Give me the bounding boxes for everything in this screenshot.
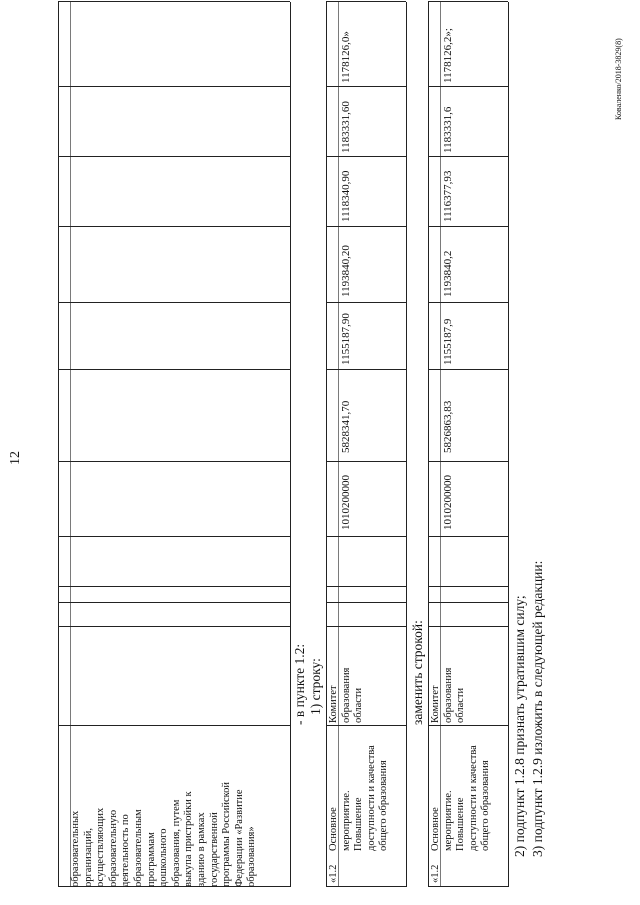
col-sep (428, 536, 508, 537)
col-sep (58, 369, 290, 370)
table-border (428, 2, 429, 887)
row-year-5: 1178126,0» (340, 31, 352, 83)
col-sep (428, 369, 508, 370)
col-sep (326, 586, 406, 587)
row-year-2: 1193840,2 (442, 250, 454, 297)
col-sep (428, 156, 508, 157)
col-sep (428, 626, 508, 627)
row-executor: Комитет образования области (430, 667, 467, 723)
row-code: 1010200000 (340, 475, 352, 530)
row-name: Основное мероприятие. Повышение доступности и качества общего образования (430, 745, 492, 851)
table-border (406, 2, 407, 887)
row-year-5: 1178126,2»; (442, 28, 454, 83)
col-sep (58, 725, 290, 726)
col-sep (58, 461, 290, 462)
col-sep (326, 226, 406, 227)
instruction-item2: 2) подпункт 1.2.8 признать утратившим силу; (512, 595, 527, 857)
col-sep (326, 602, 406, 603)
row-number: «1.2 (430, 864, 441, 883)
col-sep (428, 586, 508, 587)
col-sep (326, 86, 406, 87)
col-sep (326, 302, 406, 303)
col-sep (58, 302, 290, 303)
row-code: 1010200000 (442, 475, 454, 530)
row-year-4: 1183331,6 (442, 106, 454, 153)
col-sep (428, 226, 508, 227)
table-border (58, 2, 59, 887)
col-sep (58, 1, 290, 2)
col-sep (428, 302, 508, 303)
col-sep (326, 369, 406, 370)
col-sep (428, 725, 508, 726)
row-total: 5828341,70 (340, 400, 352, 453)
col-sep (326, 461, 406, 462)
page-number: 12 (8, 451, 23, 465)
col-sep (58, 586, 290, 587)
instruction-item3: 3) подпункт 1.2.9 изложить в следующей редакции: (530, 560, 545, 857)
instruction-item1: 1) строку: (308, 658, 323, 715)
table-border (508, 2, 509, 887)
col-sep (326, 626, 406, 627)
row-year-1: 1155187,9 (442, 318, 454, 365)
row-total: 5826863,83 (442, 400, 454, 453)
row-year-3: 1116377,93 (442, 170, 454, 222)
author-signature: Коваленко/2018-3829(8) (614, 38, 623, 120)
row-year-1: 1155187,90 (340, 313, 352, 365)
col-sep (326, 536, 406, 537)
col-sep (58, 626, 290, 627)
row-year-3: 1118340,90 (340, 170, 352, 222)
row-year-4: 1183331,60 (340, 101, 352, 153)
row-name: Основное мероприятие. Повышение доступности и качества общего образования (328, 745, 390, 851)
instruction-replace: заменить строкой: (410, 620, 425, 725)
table-border (290, 2, 291, 887)
col-sep (58, 536, 290, 537)
col-sep (326, 156, 406, 157)
instruction-in-point: - в пункте 1.2: (292, 643, 307, 725)
col-sep (428, 86, 508, 87)
col-sep (58, 156, 290, 157)
col-sep (58, 602, 290, 603)
col-sep (428, 461, 508, 462)
row-number: «1.2 (328, 864, 339, 883)
table-border (326, 2, 327, 887)
row-executor: Комитет образования области (328, 667, 365, 723)
col-sep (58, 226, 290, 227)
col-sep (58, 86, 290, 87)
continuation-text: образовательных организаций, осуществляющих образовательную деятельность по образовательным программам дошкольного образования, путем выкупа пристройки к зданию в рамках государственной программы Российской Федерации «Развитие образования» (70, 781, 258, 887)
col-sep (428, 602, 508, 603)
row-year-2: 1193840,20 (340, 245, 352, 297)
col-sep (326, 725, 406, 726)
